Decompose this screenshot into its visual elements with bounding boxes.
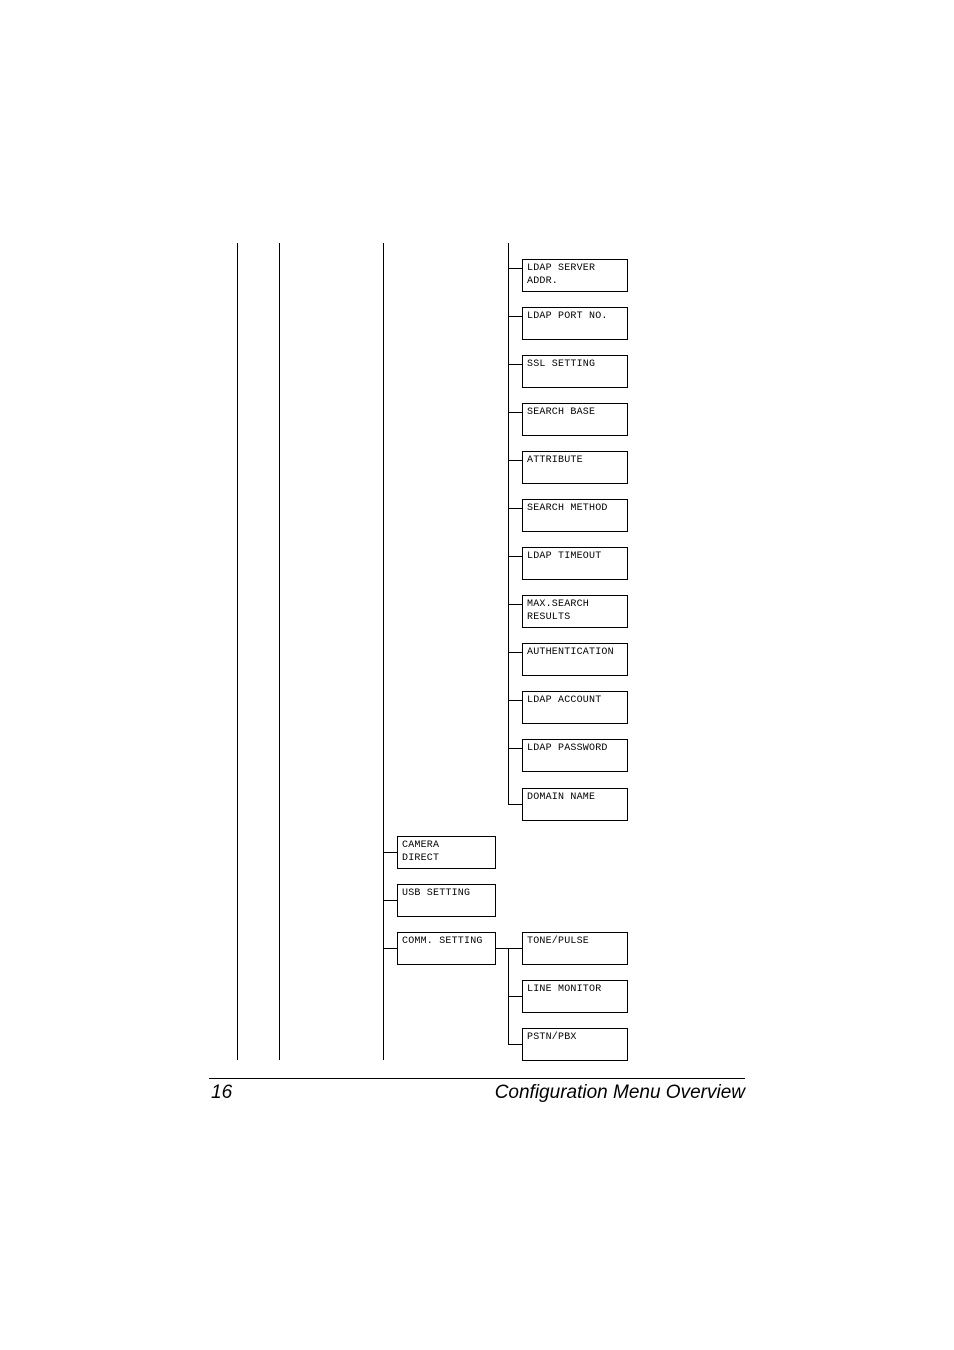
tree-line-ldap [508, 243, 509, 804]
page-number: 16 [211, 1082, 233, 1103]
connector [508, 508, 522, 509]
connector [383, 900, 397, 901]
connector [508, 412, 522, 413]
menu-item-ldap-timeout: LDAP TIMEOUT [522, 547, 628, 580]
menu-item-ssl-setting: SSL SETTING [522, 355, 628, 388]
menu-item-ldap-server-addr: LDAP SERVER ADDR. [522, 259, 628, 292]
connector [508, 996, 522, 997]
connector [508, 748, 522, 749]
menu-item-camera-direct: CAMERA DIRECT [397, 836, 496, 869]
footer-rule [209, 1078, 745, 1079]
connector [508, 1044, 522, 1045]
connector [508, 556, 522, 557]
connector [508, 316, 522, 317]
menu-item-ldap-port-no: LDAP PORT NO. [522, 307, 628, 340]
menu-item-line-monitor: LINE MONITOR [522, 980, 628, 1013]
tree-line-level-2 [383, 243, 384, 1060]
tree-line-level-1 [279, 243, 280, 1060]
connector [508, 364, 522, 365]
connector [508, 700, 522, 701]
menu-item-domain-name: DOMAIN NAME [522, 788, 628, 821]
menu-item-usb-setting: USB SETTING [397, 884, 496, 917]
menu-item-search-method: SEARCH METHOD [522, 499, 628, 532]
connector [508, 804, 522, 805]
connector [383, 948, 397, 949]
connector [508, 652, 522, 653]
connector [383, 852, 397, 853]
menu-item-max-search-results: MAX.SEARCH RESULTS [522, 595, 628, 628]
connector [508, 460, 522, 461]
menu-item-tone-pulse: TONE/PULSE [522, 932, 628, 965]
section-title: Configuration Menu Overview [494, 1082, 745, 1103]
menu-item-search-base: SEARCH BASE [522, 403, 628, 436]
connector [508, 268, 522, 269]
menu-item-attribute: ATTRIBUTE [522, 451, 628, 484]
connector [496, 948, 522, 949]
menu-item-pstn-pbx: PSTN/PBX [522, 1028, 628, 1061]
menu-item-comm-setting: COMM. SETTING [397, 932, 496, 965]
menu-item-ldap-account: LDAP ACCOUNT [522, 691, 628, 724]
tree-line-level-0 [237, 243, 238, 1060]
menu-item-ldap-password: LDAP PASSWORD [522, 739, 628, 772]
connector [508, 604, 522, 605]
menu-item-authentication: AUTHENTICATION [522, 643, 628, 676]
